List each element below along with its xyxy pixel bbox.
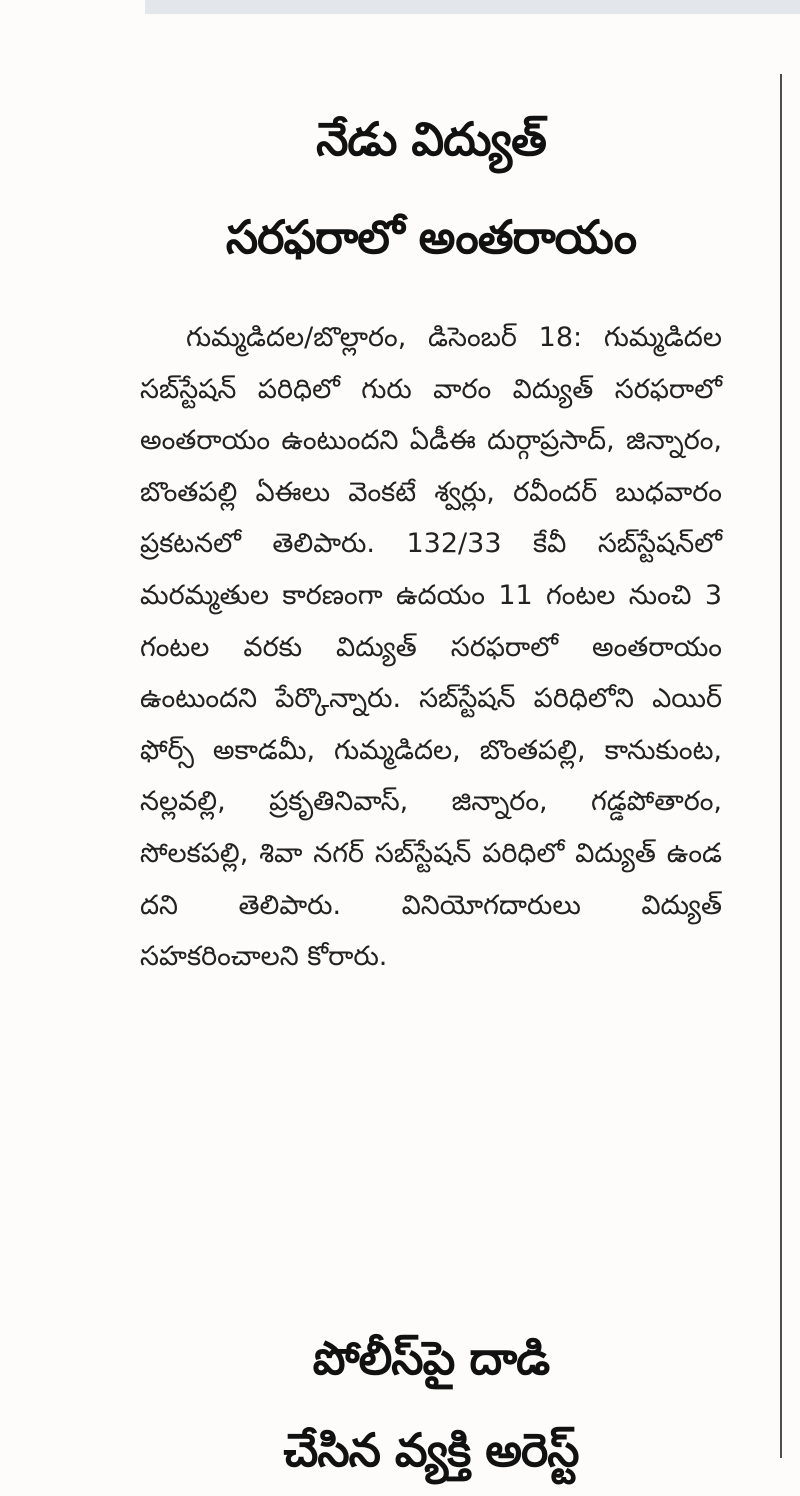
top-border-band bbox=[145, 0, 800, 14]
next-news-article bbox=[140, 1312, 722, 1496]
column-divider-rule bbox=[780, 74, 782, 1458]
next-article-headline bbox=[140, 1312, 722, 1496]
headline-line-2: సరఫరాలో అంతరాయం bbox=[225, 210, 637, 264]
article-body: గుమ్మడిదల/బొల్లారం, డిసెంబర్ 18: గుమ్మడిదల సబ్‌స్టేషన్ పరిధిలో గురు వారం విద్యుత్ సరఫరాలో అంతరాయం ఉంటుందని ఏడీఈ దుర్గాప్రసాద్, జిన్నారం, బొంతపల్లి ఏఈలు వెంకటే శ్వర్లు, రవీందర్ బుధవారం ప్రకటనలో తెలిపారు. 132/33 కేవీ సబ్‌స్టేషన్‌లో మరమ్మతుల కారణంగా ఉదయం 11 గంటల నుంచి 3 గంటల వరకు విద్యుత్ సరఫరాలో అంతరాయం ఉంటుందని పేర్కొన్నారు. సబ్‌స్టేషన్ పరిధిలోని ఎయిర్ ఫోర్స్ అకాడమీ, గుమ్మడిదల, బొంతపల్లి, కానుకుంట, నల్లవల్లి, ప్రకృతినివాస్, జిన్నారం, గడ్డపోతారం, సోలకపల్లి, శివా నగర్ సబ్‌స్టేషన్ పరిధిలో విద్యుత్ ఉండ దని తెలిపారు. వినియోగదారులు విద్యుత్ సహకరించాలని కోరారు. bbox=[140, 322, 722, 973]
article-headline bbox=[140, 90, 722, 286]
news-article bbox=[140, 90, 722, 983]
next-headline-line-2: చేసిన వ్యక్తి అరెస్ట్ bbox=[283, 1423, 579, 1477]
headline-line-1: నేడు విద్యుత్ bbox=[316, 112, 546, 166]
next-headline-line-1: పోలీస్‌పై దాడి bbox=[312, 1331, 550, 1385]
